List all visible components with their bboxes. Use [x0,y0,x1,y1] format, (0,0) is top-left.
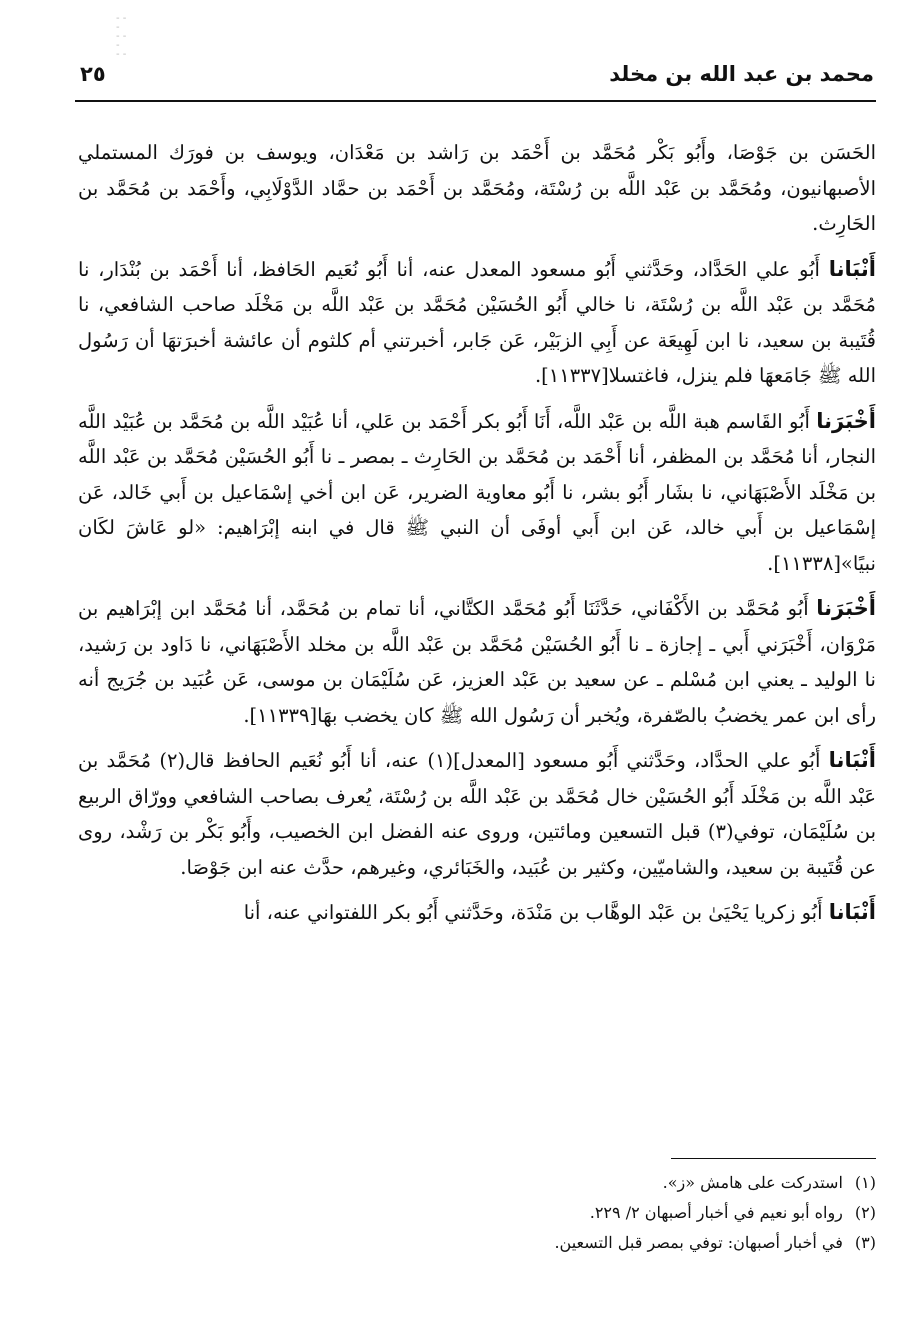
main-text [78,135,876,941]
paragraph-3 [78,404,876,582]
footnote-number: (٣) [854,1233,876,1252]
paragraph-text: أَبُو زكريا يَحْيَىٰ بن عَبْد الوهَّاب بن مَنْدَة، وحَدَّثني أَبُو بكر اللفتواني عنه، أنا [243,901,829,924]
paragraph-lead: أَنْبَانا [828,748,876,772]
paragraph-text: الحَسَن بن جَوْصَا، وأَبُو بَكْر مُحَمَّد بن أَحْمَد بن رَاشد بن مَعْدَان، ويوسف بن فورَك المستملي الأصبهانيون، ومُحَمَّد بن عَبْد اللَّه بن رُسْتَة، ومُحَمَّد بن أَحْمَد بن حمَّاد الدَّوْلَابِي، وأَحْمَد بن مُحَمَّد بن الحَارِث. [78,141,876,235]
footnote-1 [78,1168,876,1198]
footnote-text: استدركت على هامش «ز». [662,1173,843,1192]
paragraph-6 [78,895,876,931]
page-header [70,58,874,98]
margin-mark: - - - - - - - - [116,13,127,60]
paragraph-text: أَبُو مُحَمَّد بن الأَكْفَاني، حَدَّثَنَا أَبُو مُحَمَّد الكتَّاني، أنا تمام بن مُحَمَّد، أنا مُحَمَّد ابن إبْرَاهيم بن مَرْوَان، أَخْبَرَني أَبي ـ إجازة ـ نا أَبُو الحُسَيْن مُحَمَّد بن عَبْد اللَّه بن مخلد الأَصْبَهَاني، نا دَاود بن رَشيد، نا الوليد ـ يعني ابن مُسْلم ـ عن سعيد بن عَبْد العزيز، عَن سُلَيْمَان بن موسى، عَن عُبَيد بن جُرَيج أنه رأى ابن عمر يخضبُ بالصّفرة، ويُخبر أن رَسُول الله ﷺ كان يخضب بهَا[١١٣٣٩]. [78,597,876,727]
paragraph-text: أَبُو علي الحدَّاد، وحَدَّثني أَبُو مسعود [المعدل](١) عنه، أنا أَبُو نُعَيم الحافظ قال(٢) مُحَمَّد بن عَبْد اللَّه بن مَخْلَد أَبُو الحُسَيْن خال مُحَمَّد بن عَبْد اللَّه بن رُسْتَة، يُعرف بصاحب الشافعي وورّاق الربيع بن سُلَيْمَان، توفي(٣) قبل التسعين ومائتين، وروى عنه الفضل ابن الخصيب، وأَبُو بَكْر بن رَشْد، روى عن قُتَيبة بن سعيد، والشاميّين، وكثير بن عُبَيد، والخَبَائري، وغيرهم، حدَّث عنه ابن جَوْصَا. [78,749,876,879]
page-number: ٢٥ [80,62,106,86]
footnote-3 [78,1228,876,1258]
paragraph-lead: أَخْبَرَنا [816,596,876,620]
header-rule [75,100,876,102]
footnote-number: (٢) [854,1203,876,1222]
footnote-number: (١) [854,1173,876,1192]
footnote-rule [671,1158,876,1159]
paragraph-lead: أَنْبَانا [828,256,876,281]
paragraph-2 [78,252,876,394]
footnotes [78,1168,876,1258]
paragraph-lead: أَخْبَرَنا [816,408,876,433]
paragraph-text: أَبُو القَاسم هبة اللَّه بن عَبْد اللَّه، أَنَا أَبُو بكر أَحْمَد بن عَلي، أنا عُبَيْد اللَّه بن مُحَمَّد بن عُبَيْد اللَّه النجار، أنا مُحَمَّد بن المظفر، أنا أَحْمَد بن مُحَمَّد بن الحَارِث ـ بمصر ـ نا أَبُو الحُسَيْن مُحَمَّد بن عَبْد اللَّه بن مَخْلَد الأَصْبَهَاني، نا بشَار أَبُو بشر، نا أَبُو معاوية الضرير، عَن ابن أخي إسْمَاعيل بن أَبي خَالد، عَن إسْمَاعيل بن أَبي خالد، عَن ابن أَبي أوفَى أن النبي ﷺ قال في ابنه إبْرَاهيم: «لو عَاشَ لكَان نبيًا»[١١٣٣٨]. [78,409,876,575]
paragraph-1 [78,135,876,242]
paragraph-4 [78,591,876,733]
running-title: محمد بن عبد الله بن مخلد [609,62,874,86]
footnote-2 [78,1198,876,1228]
footnote-text: في أخبار أصبهان: توفي بمصر قبل التسعين. [554,1233,843,1252]
paragraph-5 [78,743,876,885]
footnote-text: رواه أبو نعيم في أخبار أصبهان ٢/ ٢٢٩. [589,1203,843,1222]
paragraph-lead: أَنْبَانا [828,900,876,924]
paragraph-text: أَبُو علي الحَدَّاد، وحَدَّثني أَبُو مسعود المعدل عنه، أنا أَبُو نُعَيم الحَافظ، أنا أَحْمَد بن بُنْدَار، نا مُحَمَّد بن عَبْد اللَّه بن رُسْتَة، نا خالي أَبُو الحُسَيْن مُحَمَّد بن عَبْد اللَّه بن مَخْلَد صاحب الشافعي، نا قُتَيبة بن سعيد، نا ابن لَهِيعَة عن أَبِي الزبَيْر، عَن جَابر، أخبرتني أم كلثوم أن عائشة أخبرَتهَا أن رَسُول الله ﷺ جَامَعهَا فلم ينزل، فاغتسلا[١١٣٣٧]. [78,257,876,387]
